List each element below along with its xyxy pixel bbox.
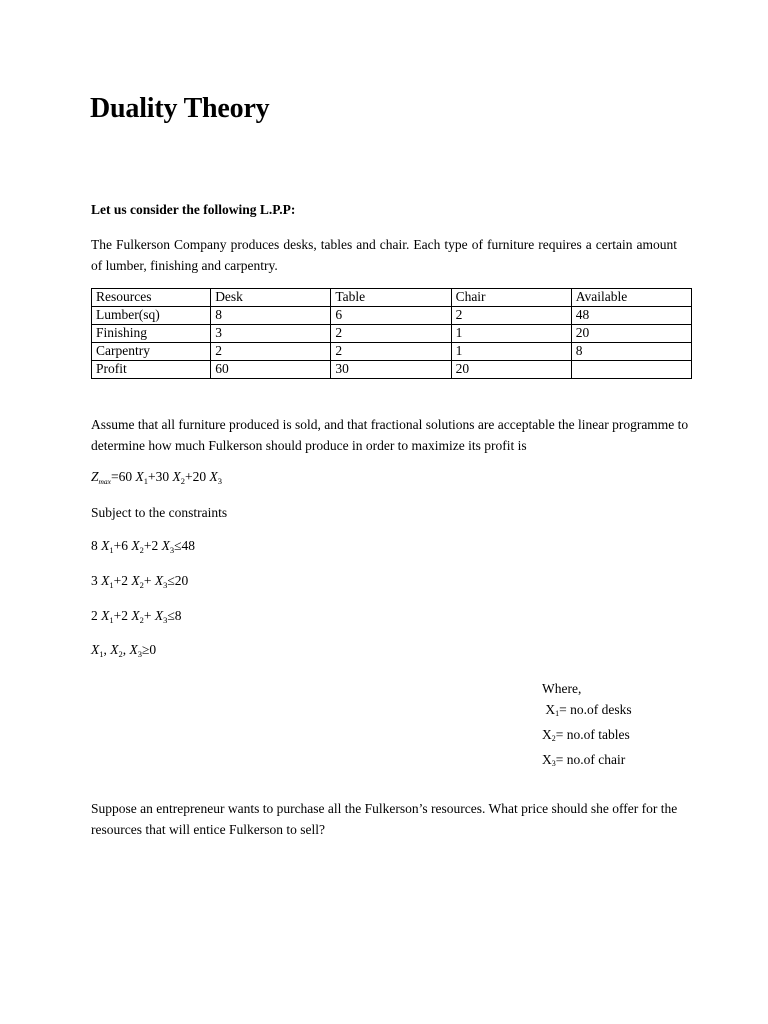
resources-table bbox=[91, 288, 692, 379]
intro-heading: Let us consider the following L.P.P: bbox=[91, 202, 296, 217]
table-row bbox=[92, 307, 692, 325]
table-cell: 3 bbox=[211, 325, 331, 343]
table-cell: 20 bbox=[571, 325, 691, 343]
table-cell: 8 bbox=[571, 343, 691, 361]
table-header-row bbox=[92, 289, 692, 307]
table-row bbox=[92, 343, 692, 361]
table-cell: 2 bbox=[451, 307, 571, 325]
paragraph-company: The Fulkerson Company produces desks, tables and chair. Each type of furniture requires a certain amount of lumber, finishing and carpentry. bbox=[91, 237, 677, 273]
table-cell: 2 bbox=[211, 343, 331, 361]
constraint-lumber: 8 $X_1+6$ $X_2+2$ $X_3\le 48$ bbox=[91, 538, 196, 555]
objective-z-sub: max bbox=[98, 477, 112, 486]
table-cell: 1 bbox=[451, 325, 571, 343]
variable-definitions bbox=[542, 678, 632, 774]
page-title: Duality Theory bbox=[90, 93, 270, 124]
table-row bbox=[92, 361, 692, 379]
table-cell: 30 bbox=[331, 361, 451, 379]
subject-to-label: Subject to the constraints bbox=[91, 505, 228, 520]
table-header-cell: Chair bbox=[451, 289, 571, 307]
where-label: Where, bbox=[542, 681, 582, 696]
table-cell: 48 bbox=[571, 307, 691, 325]
definition-tables: $X_2= no.of$ tables bbox=[542, 727, 630, 743]
paragraph-assumption: Assume that all furniture produced is sold, and that fractional solutions are acceptable the linear programme to determine how much Fulkerson should produce in order to maximize its profit is bbox=[91, 417, 689, 453]
constraint-finishing: 3 $X_1+2$ $X_2+ X_3\le 20$ bbox=[91, 573, 189, 590]
table-cell: 1 bbox=[451, 343, 571, 361]
paragraph-entrepreneur: Suppose an entrepreneur wants to purchase all the Fulkerson’s resources. What price should she offer for the resources that will entice Fulkerson to sell? bbox=[91, 801, 678, 837]
table-header-cell: Resources bbox=[92, 289, 211, 307]
table-cell: Finishing bbox=[92, 325, 211, 343]
table-cell: 6 bbox=[331, 307, 451, 325]
objective-function: $Z_{max}=60$ $X_1+30$ $X_2+20$ $X_3$ bbox=[91, 469, 223, 486]
table-row bbox=[92, 325, 692, 343]
table-cell: 60 bbox=[211, 361, 331, 379]
definition-chair: $X_3= no.of$ chair bbox=[542, 752, 626, 768]
objective-z: Z bbox=[91, 469, 99, 484]
table-cell: Lumber(sq) bbox=[92, 307, 211, 325]
table-cell: Profit bbox=[92, 361, 211, 379]
non-negativity-constraint: $X_1$, $X_2$, $X_3\ge 0$ bbox=[91, 642, 157, 659]
constraint-carpentry: 2 $X_1+2$ $X_2+ X_3\le 8$ bbox=[91, 608, 182, 625]
table-header-cell: Desk bbox=[211, 289, 331, 307]
definition-desks: $X_1= no.of$ desks bbox=[545, 702, 632, 718]
table-cell: 2 bbox=[331, 325, 451, 343]
table-header-cell: Table bbox=[331, 289, 451, 307]
table-cell: 8 bbox=[211, 307, 331, 325]
table-cell bbox=[571, 361, 691, 379]
table-header-cell: Available bbox=[571, 289, 691, 307]
table-cell: 20 bbox=[451, 361, 571, 379]
table-cell: Carpentry bbox=[92, 343, 211, 361]
table-cell: 2 bbox=[331, 343, 451, 361]
